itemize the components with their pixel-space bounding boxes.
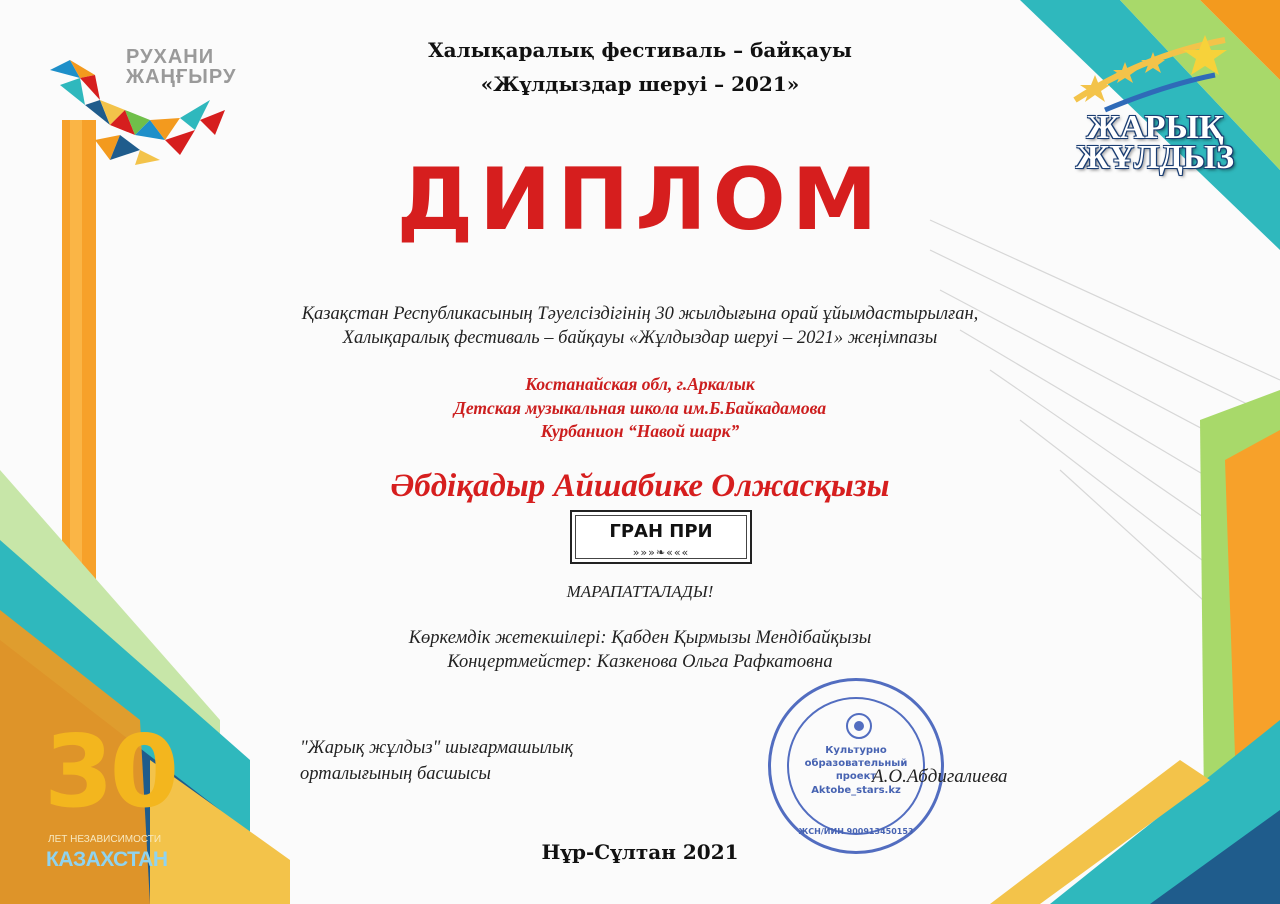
stamp-line2: образовательный bbox=[804, 758, 908, 769]
signature-title-line1: "Жарық жұлдыз" шығармашылық bbox=[300, 738, 574, 758]
anniversary-number: 30 bbox=[44, 713, 176, 830]
festival-title-line1: Халықаралық фестиваль – байқауы bbox=[428, 38, 852, 62]
rukhani-logo-text-2: ЖАҢҒЫРУ bbox=[126, 66, 237, 88]
intro-line2: Халықаралық фестиваль – байқауы «Жұлдыздар шеруі – 2021» жеңімпазы bbox=[342, 328, 938, 348]
anniversary-text-1: ЛЕТ НЕЗАВИСИМОСТИ bbox=[48, 834, 162, 845]
diploma-title: ДИПЛОМ bbox=[396, 150, 884, 250]
emblem-icon bbox=[839, 711, 879, 741]
awarded-text: МАРАПАТТАЛАДЫ! bbox=[566, 582, 714, 601]
institution-line1: Костанайская обл, г.Аркалык bbox=[525, 374, 755, 394]
stamp-id: ЖСН/ИИН 900913450153 bbox=[798, 827, 914, 836]
accompanist-line: Концертмейстер: Казкенова Ольга Рафкатовна bbox=[447, 652, 833, 672]
award-text: ГРАН ПРИ bbox=[609, 521, 713, 542]
signature-name: А.О.Абдигалиева bbox=[872, 766, 1008, 787]
festival-title-line2: «Жұлдыздар шеруі – 2021» bbox=[480, 72, 800, 96]
winner-name: Әбдіқадыр Айшабике Олжасқызы bbox=[390, 468, 890, 504]
rukhani-logo-text-1: РУХАНИ bbox=[126, 46, 215, 68]
supervisor-line: Көркемдік жетекшілері: Қабден Қырмызы Мендібайқызы bbox=[408, 628, 872, 648]
institution-line2: Детская музыкальная школа им.Б.Байкадамова bbox=[453, 398, 827, 418]
signature-title-line2: орталығының басшысы bbox=[300, 764, 491, 784]
laurel-icon: »»»❧««« bbox=[632, 546, 690, 559]
stamp-line1: Культурно bbox=[825, 745, 887, 756]
stamp-line4: Aktobe_stars.kz bbox=[811, 785, 901, 796]
brand-logo-text-2: ЖҰЛДЫЗ bbox=[1075, 139, 1235, 176]
footer-city-year: Нұр-Сұлтан 2021 bbox=[541, 840, 739, 864]
stamp-line3: проект bbox=[835, 771, 877, 782]
award-badge bbox=[570, 510, 752, 564]
brand-logo-text-1: ЖАРЫҚ bbox=[1086, 109, 1224, 146]
institution-line3: Курбанион “Навой шарк” bbox=[540, 421, 740, 441]
anniversary-text-2: КАЗАХСТАН bbox=[46, 848, 168, 871]
intro-line1: Қазақстан Республикасының Тәуелсіздігінің 30 жылдығына орай ұйымдастырылған, bbox=[301, 304, 979, 324]
